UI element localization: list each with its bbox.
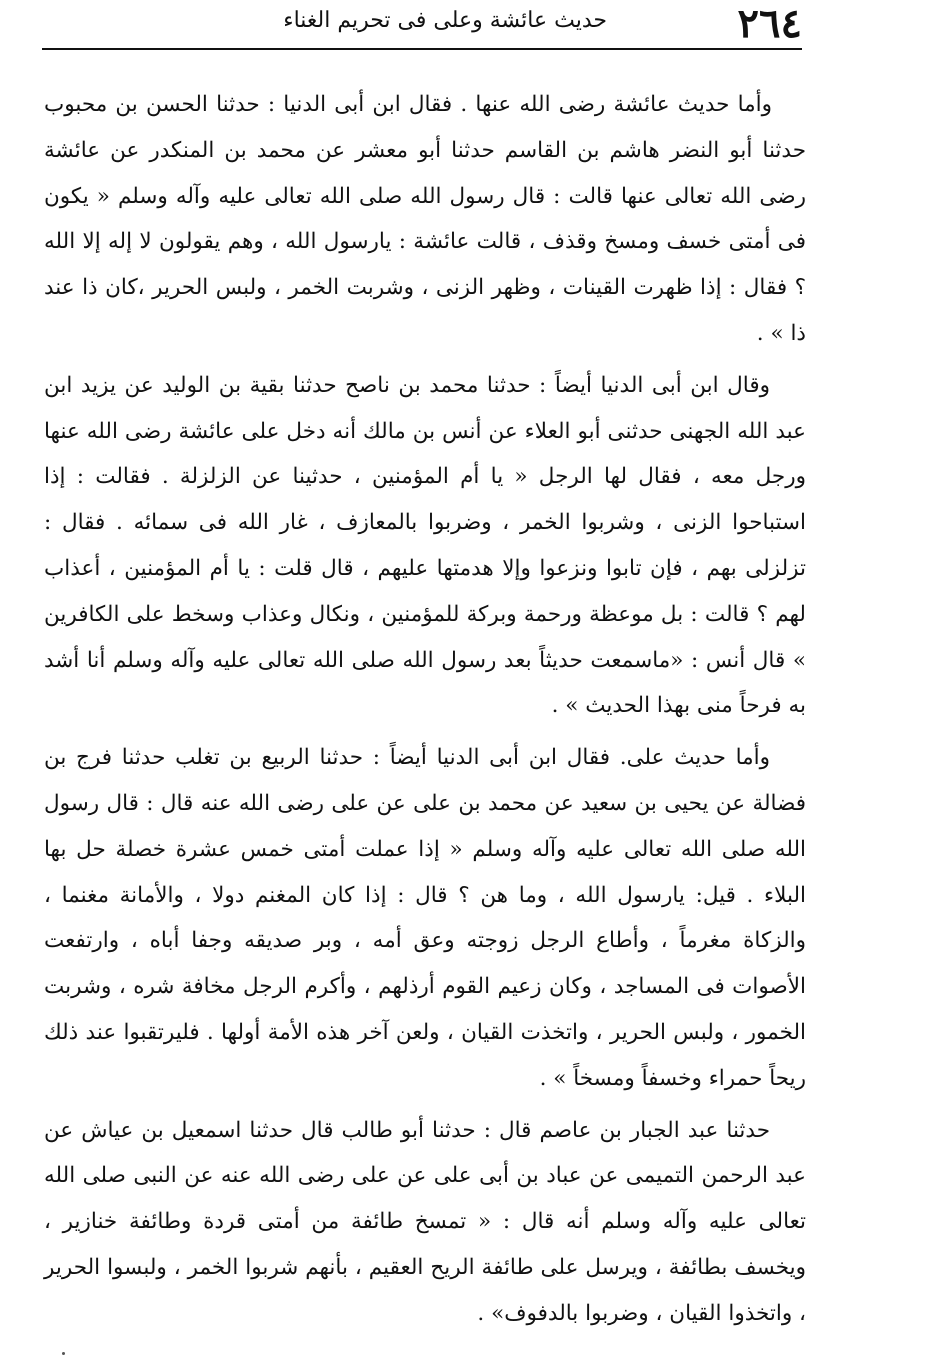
header-rule bbox=[42, 48, 802, 50]
paragraph-aisha-hadith: وأما حديث عائشة رضى الله عنها . فقال ابن أبى الدنيا : حدثنا الحسن بن محبوب حدثنا أبو النضر هاشم بن القاسم حدثنا أبو معشر عن محمد بن المنكدر عن عائشة رضى الله تعالى عنها قالت : قال رسول الله صلى الله تعالى عليه وآله وسلم « يكون فى أمتى خسف ومسخ وقذف ، قالت عائشة : يارسول الله ، وهم يقولون لا إله إلا الله ؟ فقال : إذا ظهرت القينات ، وظهر الزنى ، وشربت الخمر ، ولبس الحرير ،كان ذا عند ذا » . bbox=[44, 92, 806, 346]
running-title: حديث عائشة وعلى فى تحريم الغناء bbox=[283, 8, 607, 33]
margin-mark bbox=[62, 1352, 65, 1355]
body-text bbox=[44, 82, 806, 1343]
paragraph-ali-hadith: وأما حديث على. فقال ابن أبى الدنيا أيضاً : حدثنا الربيع بن تغلب حدثنا فرج بن فضالة عن يحيى بن سعيد عن محمد بن على عن على رضى الله عنه قال : قال رسول الله صلى الله تعالى عليه وآله وسلم « إذا عملت أمتى خمس عشرة خصلة حل بها البلاء . قيل: يارسول الله ، وما هن ؟ قال : إذا كان المغنم دولا ، والأمانة مغنما ، والزكاة مغرماً ، وأطاع الرجل زوجته وعق أمه ، وبر صديقه وجفا أباه ، وارتفعت الأصوات فى المساجد ، وكان زعيم القوم أرذلهم ، وأكرم الرجل مخافة شره ، وشربت الخمور ، ولبس الحرير ، واتخذت القيان ، ولعن آخر هذه الأمة أولها . فليرتقبوا عند ذلك ريحاً حمراء وخسفاً ومسخاً » . bbox=[44, 745, 806, 1091]
paragraph-abd-al-jabbar-hadith: حدثنا عبد الجبار بن عاصم قال : حدثنا أبو طالب قال حدثنا اسمعيل بن عياش عن عبد الرحمن التميمى عن عباد بن أبى على عن على رضى الله عنه عن النبى صلى الله تعالى عليه وآله وسلم أنه قال : « تمسخ طائفة من أمتى قردة وطائفة خنازير ، ويخسف بطائفة ، ويرسل على طائفة الريح العقيم ، بأنهم شربوا الخمر ، ولبسوا الحرير ، واتخذوا القيان ، وضربوا بالدفوف» . bbox=[44, 1117, 806, 1326]
paragraph-anas-hadith: وقال ابن أبى الدنيا أيضاً : حدثنا محمد بن ناصح حدثنا بقية بن الوليد عن يزيد ابن عبد الله الجهنى حدثنى أبو العلاء عن أنس بن مالك أنه دخل على عائشة رضى الله عنها ورجل معه ، فقال لها الرجل « يا أم المؤمنين ، حدثينا عن الزلزلة . فقالت : إذا استباحوا الزنى ، وشربوا الخمر ، وضربوا بالمعازف ، غار الله فى سمائه . فقال : تزلزلى بهم ، فإن تابوا ونزعوا وإلا هدمتها عليهم ، قال قلت : يا أم المؤمنين ، أعذاب لهم ؟ قالت : بل موعظة ورحمة وبركة للمؤمنين ، ونكال وعذاب وسخط على الكافرين » قال أنس : «ماسمعت حديثاً بعد رسول الله صلى الله تعالى عليه وآله وسلم أنا أشد به فرحاً منى بهذا الحديث » . bbox=[44, 372, 806, 719]
page-header bbox=[42, 0, 802, 52]
page-number: ٢٦٤ bbox=[737, 0, 802, 47]
